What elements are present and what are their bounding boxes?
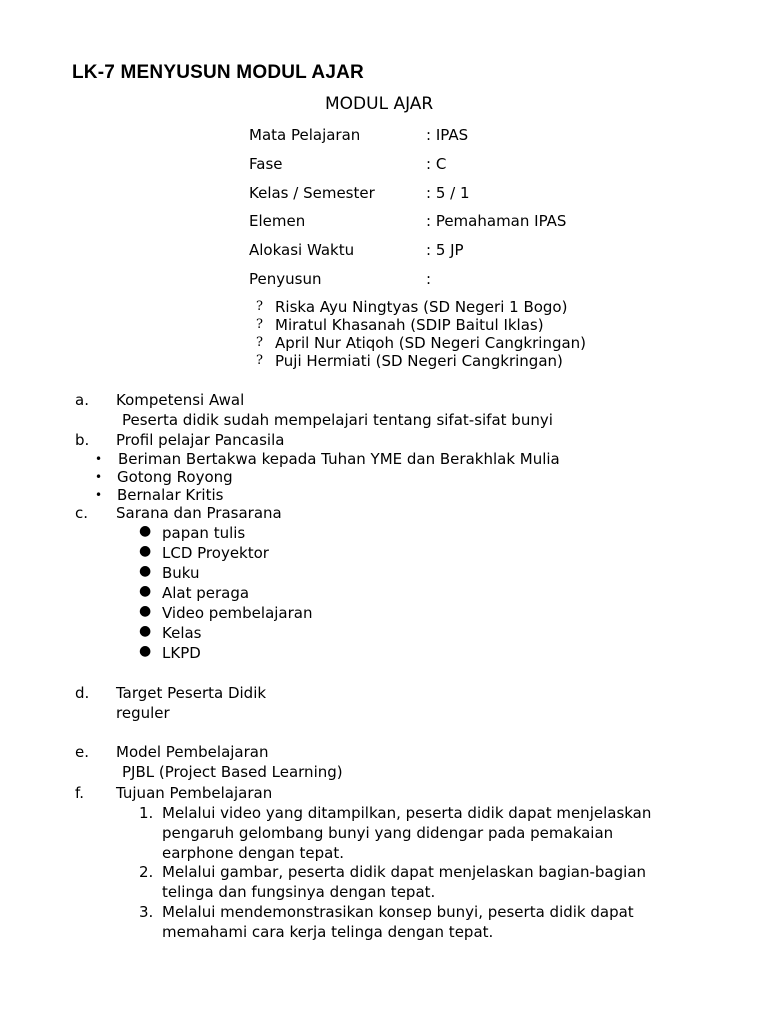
bullet-marker: • — [95, 470, 103, 484]
author-marker: ? — [256, 317, 263, 332]
list-item: Buku — [162, 564, 200, 582]
objective-line: Melalui video yang ditampilkan, peserta didik dapat menjelaskan — [162, 804, 652, 822]
objective-number: 2. — [139, 863, 154, 881]
section-e-letter: e. — [75, 743, 89, 761]
section-d-body: reguler — [116, 704, 170, 722]
section-d-letter: d. — [75, 684, 90, 702]
section-e-title: Model Pembelajaran — [116, 743, 269, 761]
info-value-fase: : C — [426, 155, 447, 173]
info-label-kelas-semester: Kelas / Semester — [249, 184, 375, 202]
bullet-marker: ● — [139, 603, 152, 619]
author-item: Miratul Khasanah (SDIP Baitul Iklas) — [275, 316, 544, 334]
list-item: Video pembelajaran — [162, 604, 313, 622]
section-f-title: Tujuan Pembelajaran — [116, 784, 273, 802]
section-f-letter: f. — [75, 784, 84, 802]
author-marker: ? — [256, 335, 263, 350]
bullet-marker: ● — [139, 523, 152, 539]
bullet-marker: ● — [139, 643, 152, 659]
info-value-kelas-semester: : 5 / 1 — [426, 184, 470, 202]
list-item: Beriman Bertakwa kepada Tuhan YME dan Berakhlak Mulia — [118, 450, 560, 468]
section-c-letter: c. — [75, 504, 89, 522]
info-value-elemen: : Pemahaman IPAS — [426, 212, 567, 230]
objective-line: Melalui gambar, peserta didik dapat menjelaskan bagian-bagian — [162, 863, 647, 881]
info-label-penyusun: Penyusun — [249, 270, 322, 288]
bullet-marker: ● — [139, 583, 152, 599]
bullet-marker: ● — [139, 543, 152, 559]
section-b-title: Profil pelajar Pancasila — [116, 431, 285, 449]
objective-line: telinga dan fungsinya dengan tepat. — [162, 883, 436, 901]
list-item: papan tulis — [162, 524, 246, 542]
section-c-title: Sarana dan Prasarana — [116, 504, 282, 522]
list-item: Kelas — [162, 624, 202, 642]
objective-number: 1. — [139, 804, 154, 822]
bullet-marker: • — [95, 488, 103, 502]
document-title: MODUL AJAR — [325, 94, 434, 114]
author-item: April Nur Atiqoh (SD Negeri Cangkringan) — [275, 334, 587, 352]
list-item: LCD Proyektor — [162, 544, 269, 562]
bullet-marker: • — [95, 452, 103, 466]
objective-line: earphone dengan tepat. — [162, 844, 345, 862]
section-b-letter: b. — [75, 431, 90, 449]
objective-line: memahami cara kerja telinga dengan tepat. — [162, 923, 494, 941]
info-label-mata-pelajaran: Mata Pelajaran — [249, 126, 361, 144]
list-item: Gotong Royong — [117, 468, 233, 486]
list-item: Bernalar Kritis — [117, 486, 224, 504]
objective-number: 3. — [139, 903, 154, 921]
bullet-marker: ● — [139, 563, 152, 579]
section-e-body: PJBL (Project Based Learning) — [122, 763, 343, 781]
info-value-penyusun: : — [426, 270, 432, 288]
objective-line: Melalui mendemonstrasikan konsep bunyi, peserta didik dapat — [162, 903, 634, 921]
document-heading: LK-7 MENYUSUN MODUL AJAR — [72, 62, 364, 83]
list-item: LKPD — [162, 644, 201, 662]
info-value-alokasi-waktu: : 5 JP — [426, 241, 464, 259]
list-item: Alat peraga — [162, 584, 250, 602]
section-a-body: Peserta didik sudah mempelajari tentang sifat-sifat bunyi — [122, 411, 553, 429]
author-marker: ? — [256, 299, 263, 314]
objective-line: pengaruh gelombang bunyi yang didengar pada pemakaian — [162, 824, 614, 842]
author-item: Puji Hermiati (SD Negeri Cangkringan) — [275, 352, 563, 370]
info-value-mata-pelajaran: : IPAS — [426, 126, 469, 144]
author-marker: ? — [256, 353, 263, 368]
section-a-title: Kompetensi Awal — [116, 391, 245, 409]
author-item: Riska Ayu Ningtyas (SD Negeri 1 Bogo) — [275, 298, 568, 316]
info-label-fase: Fase — [249, 155, 283, 173]
info-label-elemen: Elemen — [249, 212, 306, 230]
section-d-title: Target Peserta Didik — [116, 684, 267, 702]
bullet-marker: ● — [139, 623, 152, 639]
section-a-letter: a. — [75, 391, 89, 409]
info-label-alokasi-waktu: Alokasi Waktu — [249, 241, 355, 259]
